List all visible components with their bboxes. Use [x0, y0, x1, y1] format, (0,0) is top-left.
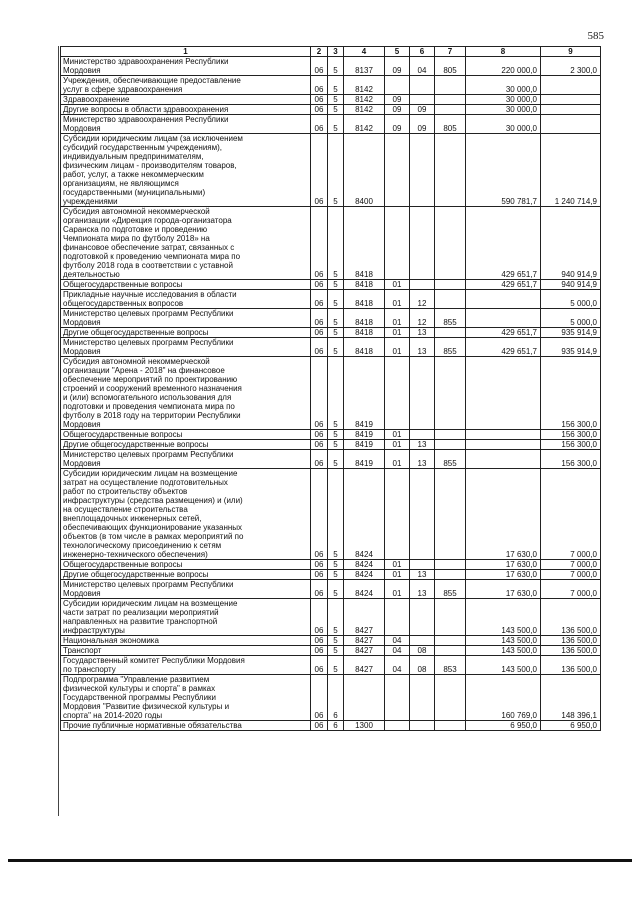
- table-row: [61, 560, 601, 570]
- table-row: [61, 105, 601, 115]
- name-cell: Другие общегосударственные вопросы: [61, 440, 311, 450]
- ved-cell: 06: [311, 599, 328, 636]
- amount-2015-cell: 156 300,0: [541, 430, 601, 440]
- page-number: 585: [587, 30, 604, 42]
- section-cell: 04: [385, 656, 410, 675]
- subsection-cell: [410, 721, 435, 731]
- target-cell: 8427: [344, 599, 385, 636]
- subsection-cell: 13: [410, 338, 435, 357]
- subsection-cell: [410, 430, 435, 440]
- section-cell: 01: [385, 290, 410, 309]
- ved-cell: 06: [311, 115, 328, 134]
- section-cell: [385, 76, 410, 95]
- amount-2014-cell: 143 500,0: [466, 646, 541, 656]
- ministry-cell: [435, 328, 466, 338]
- amount-2014-cell: 143 500,0: [466, 599, 541, 636]
- name-cell: Министерство здравоохранения Республики Мордовия: [61, 115, 311, 134]
- amount-2014-cell: 6 950,0: [466, 721, 541, 731]
- amount-2014-cell: 30 000,0: [466, 105, 541, 115]
- subsection-cell: [410, 560, 435, 570]
- ved-cell: 06: [311, 328, 328, 338]
- ved-cell: 06: [311, 721, 328, 731]
- name-cell: Субсидия автономной некоммерческой организации "Арена - 2018" на финансовое обеспечение мероприятий по проектированию строений и сооружений временного назначения и (или) вспомогательного использования для подготовки и проведения чемпионата мира по футболу в 2018 году на территории Республики Мордовия: [61, 357, 311, 430]
- name-cell: Другие вопросы в области здравоохранения: [61, 105, 311, 115]
- section-cell: [385, 134, 410, 207]
- amount-2014-cell: 429 651,7: [466, 207, 541, 280]
- ministry-cell: [435, 675, 466, 721]
- subsection-cell: 13: [410, 328, 435, 338]
- table-row: [61, 76, 601, 95]
- target-cell: 8418: [344, 207, 385, 280]
- ministry-cell: 855: [435, 309, 466, 328]
- amount-2014-cell: 429 651,7: [466, 280, 541, 290]
- table-row: [61, 721, 601, 731]
- amount-2015-cell: 5 000,0: [541, 309, 601, 328]
- target-cell: 8419: [344, 430, 385, 440]
- table-row: [61, 338, 601, 357]
- subsection-cell: 13: [410, 440, 435, 450]
- program-cell: 5: [328, 105, 344, 115]
- table-row: [61, 599, 601, 636]
- amount-2014-cell: 429 651,7: [466, 328, 541, 338]
- ved-cell: 06: [311, 134, 328, 207]
- name-cell: Транспорт: [61, 646, 311, 656]
- subsection-cell: 12: [410, 290, 435, 309]
- ministry-cell: [435, 721, 466, 731]
- amount-2014-cell: [466, 450, 541, 469]
- amount-2014-cell: [466, 309, 541, 328]
- amount-2014-cell: 220 000,0: [466, 57, 541, 76]
- subsection-cell: 08: [410, 656, 435, 675]
- amount-2015-cell: 7 000,0: [541, 580, 601, 599]
- table-row: [61, 290, 601, 309]
- section-cell: 01: [385, 450, 410, 469]
- program-cell: 6: [328, 675, 344, 721]
- table-row: [61, 570, 601, 580]
- amount-2014-cell: 160 769,0: [466, 675, 541, 721]
- ved-cell: 06: [311, 570, 328, 580]
- ministry-cell: 805: [435, 57, 466, 76]
- program-cell: 5: [328, 76, 344, 95]
- amount-2015-cell: 940 914,9: [541, 280, 601, 290]
- amount-2014-cell: 17 630,0: [466, 580, 541, 599]
- name-cell: Общегосударственные вопросы: [61, 560, 311, 570]
- name-cell: Министерство целевых программ Республики Мордовия: [61, 450, 311, 469]
- name-cell: Субсидия автономной некоммерческой организации «Дирекция города-организатора Саранска по подготовке и проведению Чемпионата мира по футболу 2018» на финансовое обеспечение затрат, связанных с подготовкой к проведению чемпионата мира по футболу 2018 года в соответствии с уставной деятельностью: [61, 207, 311, 280]
- subsection-cell: [410, 357, 435, 430]
- table-row: [61, 280, 601, 290]
- header-col-8: 8: [466, 47, 541, 57]
- name-cell: Прикладные научные исследования в области общегосударственных вопросов: [61, 290, 311, 309]
- amount-2015-cell: [541, 115, 601, 134]
- program-cell: 5: [328, 646, 344, 656]
- program-cell: 5: [328, 450, 344, 469]
- ministry-cell: 855: [435, 450, 466, 469]
- subsection-cell: 13: [410, 450, 435, 469]
- program-cell: 5: [328, 309, 344, 328]
- ved-cell: 06: [311, 95, 328, 105]
- name-cell: Общегосударственные вопросы: [61, 280, 311, 290]
- name-cell: Другие общегосударственные вопросы: [61, 570, 311, 580]
- section-cell: [385, 357, 410, 430]
- amount-2015-cell: 2 300,0: [541, 57, 601, 76]
- name-cell: Субсидии юридическим лицам на возмещение части затрат по реализации мероприятий направленных на развитие транспортной инфраструктуры: [61, 599, 311, 636]
- amount-2015-cell: [541, 105, 601, 115]
- amount-2014-cell: 30 000,0: [466, 115, 541, 134]
- subsection-cell: 13: [410, 580, 435, 599]
- target-cell: 8427: [344, 646, 385, 656]
- target-cell: 8142: [344, 115, 385, 134]
- subsection-cell: [410, 76, 435, 95]
- subsection-cell: 12: [410, 309, 435, 328]
- name-cell: Другие общегосударственные вопросы: [61, 328, 311, 338]
- left-margin-line: [58, 46, 59, 816]
- ministry-cell: [435, 560, 466, 570]
- amount-2014-cell: 30 000,0: [466, 76, 541, 95]
- target-cell: 8137: [344, 57, 385, 76]
- program-cell: 5: [328, 95, 344, 105]
- table-row: [61, 357, 601, 430]
- ministry-cell: 853: [435, 656, 466, 675]
- ministry-cell: [435, 105, 466, 115]
- ministry-cell: [435, 76, 466, 95]
- ministry-cell: [435, 646, 466, 656]
- target-cell: 8424: [344, 570, 385, 580]
- subsection-cell: [410, 207, 435, 280]
- program-cell: 5: [328, 580, 344, 599]
- table-row: [61, 115, 601, 134]
- subsection-cell: 09: [410, 105, 435, 115]
- target-cell: 8418: [344, 309, 385, 328]
- program-cell: 5: [328, 207, 344, 280]
- program-cell: 5: [328, 115, 344, 134]
- subsection-cell: 13: [410, 570, 435, 580]
- amount-2015-cell: 156 300,0: [541, 440, 601, 450]
- amount-2014-cell: 17 630,0: [466, 570, 541, 580]
- amount-2015-cell: 156 300,0: [541, 357, 601, 430]
- ministry-cell: [435, 134, 466, 207]
- table-row: [61, 450, 601, 469]
- section-cell: 01: [385, 430, 410, 440]
- ministry-cell: [435, 290, 466, 309]
- ved-cell: 06: [311, 338, 328, 357]
- subsection-cell: [410, 636, 435, 646]
- program-cell: 5: [328, 357, 344, 430]
- program-cell: 5: [328, 440, 344, 450]
- ministry-cell: 805: [435, 115, 466, 134]
- section-cell: 01: [385, 570, 410, 580]
- program-cell: 5: [328, 599, 344, 636]
- ministry-cell: [435, 599, 466, 636]
- name-cell: Прочие публичные нормативные обязательства: [61, 721, 311, 731]
- table-row: [61, 134, 601, 207]
- ministry-cell: [435, 357, 466, 430]
- amount-2015-cell: 136 500,0: [541, 656, 601, 675]
- program-cell: 5: [328, 134, 344, 207]
- amount-2015-cell: 935 914,9: [541, 338, 601, 357]
- target-cell: 8427: [344, 636, 385, 646]
- target-cell: 8400: [344, 134, 385, 207]
- target-cell: 8418: [344, 290, 385, 309]
- section-cell: [385, 599, 410, 636]
- program-cell: 5: [328, 57, 344, 76]
- ved-cell: 06: [311, 76, 328, 95]
- amount-2015-cell: 136 500,0: [541, 599, 601, 636]
- program-cell: 5: [328, 560, 344, 570]
- section-cell: 01: [385, 328, 410, 338]
- amount-2015-cell: 935 914,9: [541, 328, 601, 338]
- header-row: [61, 47, 601, 57]
- ved-cell: 06: [311, 469, 328, 560]
- amount-2015-cell: 5 000,0: [541, 290, 601, 309]
- name-cell: Учреждения, обеспечивающие предоставление услуг в сфере здравоохранения: [61, 76, 311, 95]
- amount-2015-cell: 940 914,9: [541, 207, 601, 280]
- table-row: [61, 95, 601, 105]
- subsection-cell: 04: [410, 57, 435, 76]
- table-row: [61, 207, 601, 280]
- name-cell: Министерство целевых программ Республики Мордовия: [61, 580, 311, 599]
- section-cell: 01: [385, 280, 410, 290]
- ved-cell: 06: [311, 450, 328, 469]
- program-cell: 5: [328, 328, 344, 338]
- section-cell: 01: [385, 309, 410, 328]
- name-cell: Здравоохранение: [61, 95, 311, 105]
- budget-table-container: [60, 46, 600, 731]
- ministry-cell: [435, 570, 466, 580]
- header-col-6: 6: [410, 47, 435, 57]
- ministry-cell: [435, 636, 466, 646]
- section-cell: [385, 675, 410, 721]
- program-cell: 5: [328, 570, 344, 580]
- name-cell: Национальная экономика: [61, 636, 311, 646]
- name-cell: Министерство здравоохранения Республики Мордовия: [61, 57, 311, 76]
- ved-cell: 06: [311, 280, 328, 290]
- ved-cell: 06: [311, 290, 328, 309]
- ved-cell: 06: [311, 440, 328, 450]
- table-row: [61, 57, 601, 76]
- subsection-cell: 09: [410, 115, 435, 134]
- ministry-cell: [435, 440, 466, 450]
- amount-2015-cell: 148 396,1: [541, 675, 601, 721]
- ved-cell: 06: [311, 105, 328, 115]
- header-col-9: 9: [541, 47, 601, 57]
- amount-2015-cell: 7 000,0: [541, 570, 601, 580]
- header-col-5: 5: [385, 47, 410, 57]
- program-cell: 5: [328, 280, 344, 290]
- ved-cell: 06: [311, 636, 328, 646]
- target-cell: 8142: [344, 105, 385, 115]
- ministry-cell: 855: [435, 338, 466, 357]
- ministry-cell: [435, 95, 466, 105]
- name-cell: Общегосударственные вопросы: [61, 430, 311, 440]
- table-row: [61, 309, 601, 328]
- section-cell: 01: [385, 338, 410, 357]
- target-cell: 1300: [344, 721, 385, 731]
- section-cell: 04: [385, 636, 410, 646]
- target-cell: 8427: [344, 656, 385, 675]
- table-row: [61, 656, 601, 675]
- program-cell: 5: [328, 636, 344, 646]
- ved-cell: 06: [311, 357, 328, 430]
- name-cell: Министерство целевых программ Республики Мордовия: [61, 309, 311, 328]
- table-body: [61, 57, 601, 731]
- ved-cell: 06: [311, 656, 328, 675]
- budget-table: [60, 46, 601, 731]
- amount-2014-cell: [466, 357, 541, 430]
- amount-2015-cell: 7 000,0: [541, 469, 601, 560]
- program-cell: 5: [328, 430, 344, 440]
- section-cell: 09: [385, 115, 410, 134]
- subsection-cell: [410, 599, 435, 636]
- program-cell: 5: [328, 469, 344, 560]
- table-row: [61, 440, 601, 450]
- ved-cell: 06: [311, 560, 328, 570]
- target-cell: 8424: [344, 580, 385, 599]
- header-col-4: 4: [344, 47, 385, 57]
- target-cell: 8142: [344, 95, 385, 105]
- header-col-3: 3: [328, 47, 344, 57]
- amount-2014-cell: [466, 440, 541, 450]
- amount-2015-cell: 156 300,0: [541, 450, 601, 469]
- ministry-cell: [435, 207, 466, 280]
- subsection-cell: [410, 280, 435, 290]
- program-cell: 5: [328, 656, 344, 675]
- amount-2014-cell: 30 000,0: [466, 95, 541, 105]
- table-row: [61, 430, 601, 440]
- table-row: [61, 580, 601, 599]
- program-cell: 5: [328, 338, 344, 357]
- ministry-cell: [435, 430, 466, 440]
- amount-2015-cell: 7 000,0: [541, 560, 601, 570]
- name-cell: Субсидии юридическим лицам на возмещение затрат на осуществление подготовительных работ по строительству объектов инфраструктуры (средства размещения) и (или) на осуществление строительства внеплощадочных инженерных сетей, обеспечивающих функционирование указанных объектов (в том числе в рамках мероприятий по технологическому присоединению к сетям инженерно-технического обеспечения): [61, 469, 311, 560]
- amount-2014-cell: 17 630,0: [466, 560, 541, 570]
- section-cell: [385, 469, 410, 560]
- section-cell: 09: [385, 95, 410, 105]
- header-col-7: 7: [435, 47, 466, 57]
- section-cell: 09: [385, 105, 410, 115]
- table-row: [61, 469, 601, 560]
- ved-cell: 06: [311, 580, 328, 599]
- target-cell: 8418: [344, 328, 385, 338]
- ved-cell: 06: [311, 309, 328, 328]
- ved-cell: 06: [311, 646, 328, 656]
- target-cell: 8418: [344, 338, 385, 357]
- target-cell: 8419: [344, 450, 385, 469]
- amount-2015-cell: 1 240 714,9: [541, 134, 601, 207]
- amount-2015-cell: [541, 95, 601, 105]
- target-cell: 8419: [344, 357, 385, 430]
- bottom-rule: [8, 859, 632, 862]
- amount-2015-cell: 136 500,0: [541, 646, 601, 656]
- amount-2014-cell: 143 500,0: [466, 636, 541, 646]
- header-col-2: 2: [311, 47, 328, 57]
- ved-cell: 06: [311, 675, 328, 721]
- amount-2014-cell: 17 630,0: [466, 469, 541, 560]
- subsection-cell: [410, 95, 435, 105]
- name-cell: Министерство целевых программ Республики Мордовия: [61, 338, 311, 357]
- ministry-cell: [435, 280, 466, 290]
- ministry-cell: [435, 469, 466, 560]
- target-cell: 8419: [344, 440, 385, 450]
- amount-2014-cell: 590 781,7: [466, 134, 541, 207]
- ved-cell: 06: [311, 430, 328, 440]
- subsection-cell: [410, 675, 435, 721]
- amount-2014-cell: [466, 290, 541, 309]
- name-cell: Подпрограмма "Управление развитием физической культуры и спорта" в рамках Государственной программы Республики Мордовия "Развитие физической культуры и спорта" на 2014-2020 годы: [61, 675, 311, 721]
- subsection-cell: [410, 134, 435, 207]
- amount-2014-cell: 143 500,0: [466, 656, 541, 675]
- section-cell: 09: [385, 57, 410, 76]
- amount-2015-cell: 136 500,0: [541, 636, 601, 646]
- subsection-cell: 08: [410, 646, 435, 656]
- section-cell: 01: [385, 440, 410, 450]
- table-row: [61, 646, 601, 656]
- table-row: [61, 328, 601, 338]
- table-row: [61, 636, 601, 646]
- amount-2014-cell: 429 651,7: [466, 338, 541, 357]
- program-cell: 5: [328, 290, 344, 309]
- section-cell: 04: [385, 646, 410, 656]
- amount-2015-cell: 6 950,0: [541, 721, 601, 731]
- program-cell: 6: [328, 721, 344, 731]
- name-cell: Субсидии юридическим лицам (за исключением субсидий государственным учреждениям), индивидуальным предпринимателям, физическим лицам - производителям товаров, работ, услуг, а также некоммерческим организациям, не являющимся государственными (муниципальными) учреждениями: [61, 134, 311, 207]
- section-cell: [385, 721, 410, 731]
- target-cell: 8418: [344, 280, 385, 290]
- target-cell: 8142: [344, 76, 385, 95]
- target-cell: 8424: [344, 560, 385, 570]
- ved-cell: 06: [311, 207, 328, 280]
- amount-2015-cell: [541, 76, 601, 95]
- ved-cell: 06: [311, 57, 328, 76]
- subsection-cell: [410, 469, 435, 560]
- section-cell: [385, 207, 410, 280]
- table-row: [61, 675, 601, 721]
- amount-2014-cell: [466, 430, 541, 440]
- target-cell: 8424: [344, 469, 385, 560]
- name-cell: Государственный комитет Республики Мордовия по транспорту: [61, 656, 311, 675]
- section-cell: 01: [385, 580, 410, 599]
- header-col-1: 1: [61, 47, 311, 57]
- section-cell: 01: [385, 560, 410, 570]
- ministry-cell: 855: [435, 580, 466, 599]
- target-cell: [344, 675, 385, 721]
